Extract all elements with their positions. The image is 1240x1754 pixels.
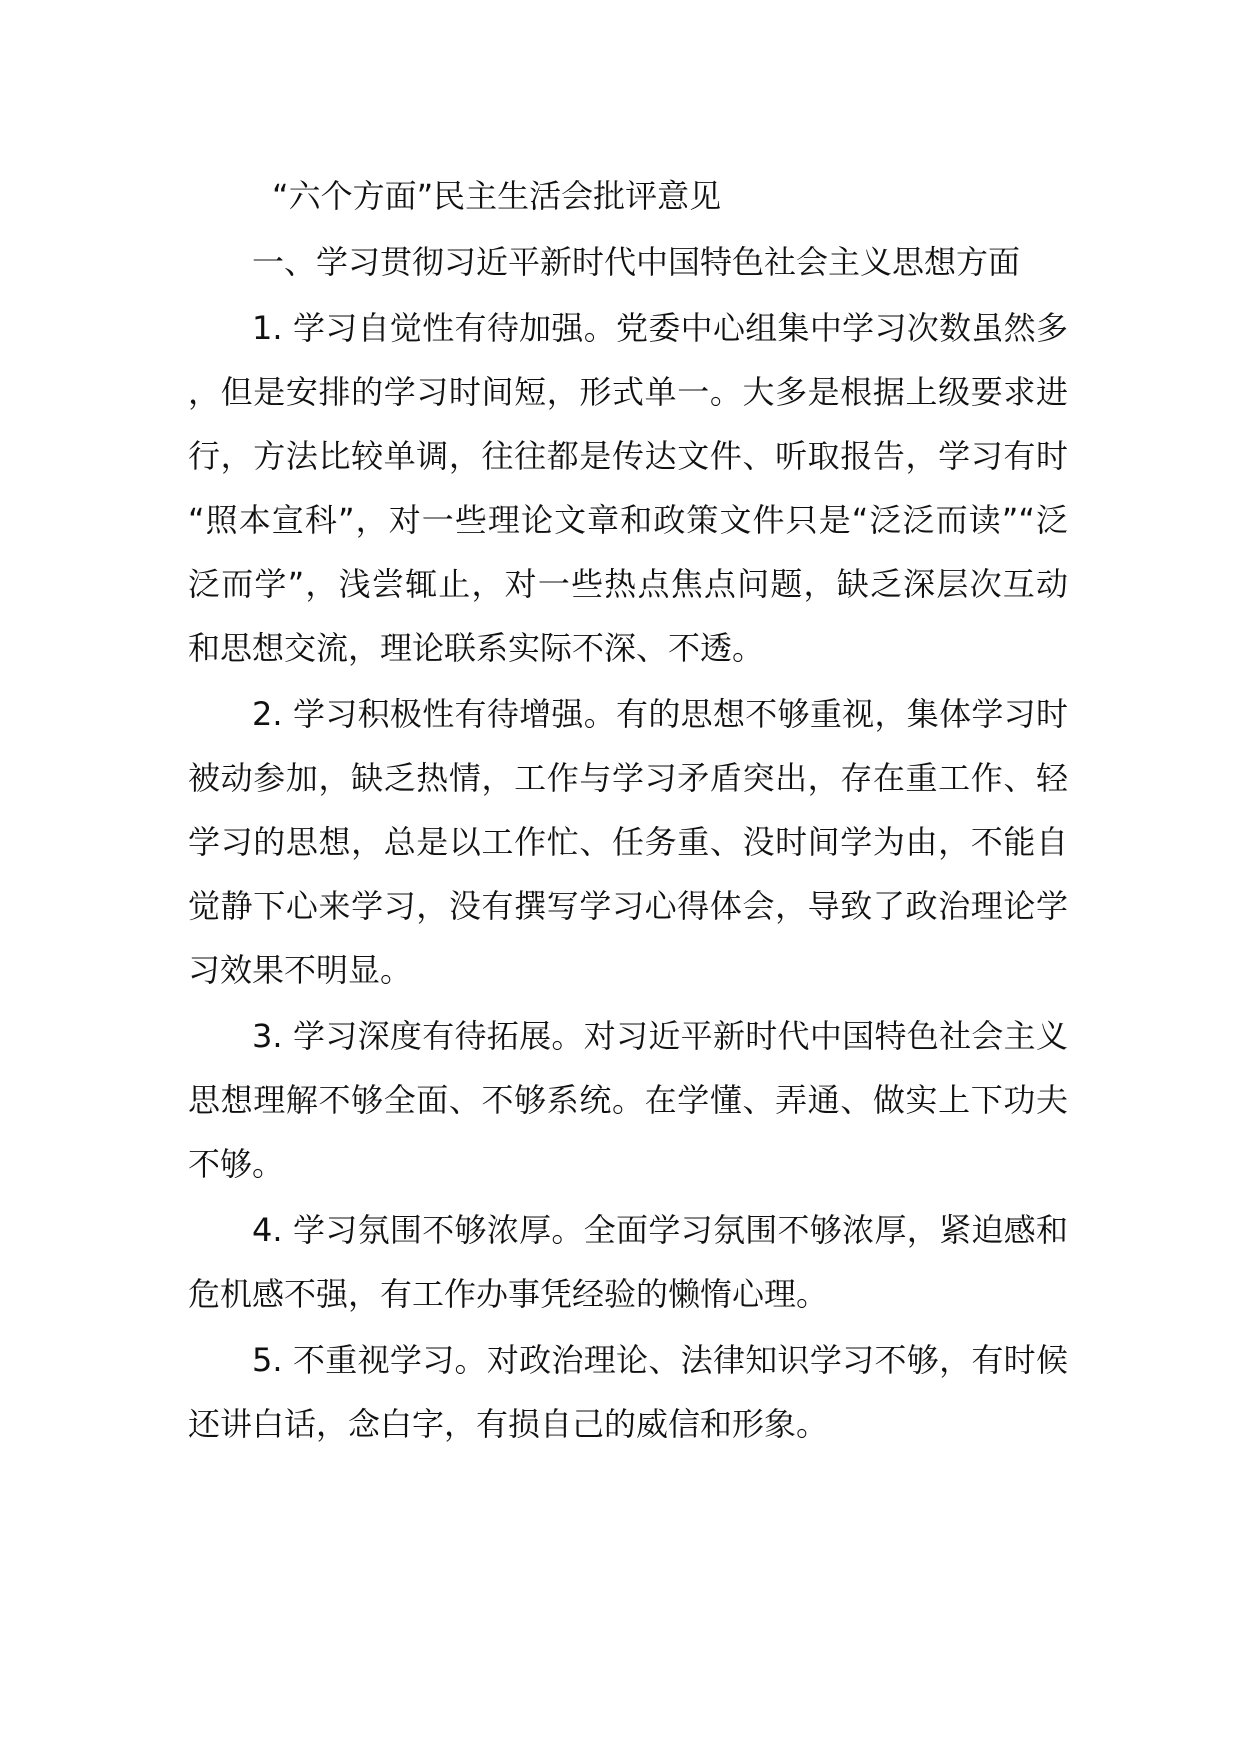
document-body [188,164,1068,1456]
section-heading: 一、学习贯彻习近平新时代中国特色社会主义思想方面 [252,243,1021,281]
document-title: “六个方面”民主生活会批评意见 [272,177,722,215]
paragraph-2: 2. 学习积极性有待增强。有的思想不够重视，集体学习时被动参加，缺乏热情，工作与学习矛盾突出，存在重工作、轻学习的思想，总是以工作忙、任务重、没时间学为由，不能自觉静下心来学习，没有撰写学习心得体会，导致了政治理论学习效果不明显。 [188,695,1068,989]
paragraph-3: 3. 学习深度有待拓展。对习近平新时代中国特色社会主义思想理解不够全面、不够系统。在学懂、弄通、做实上下功夫不够。 [188,1017,1068,1183]
paragraph-5: 5. 不重视学习。对政治理论、法律知识学习不够，有时候还讲白话，念白字，有损自己的威信和形象。 [188,1341,1068,1443]
paragraph-4: 4. 学习氛围不够浓厚。全面学习氛围不够浓厚，紧迫感和危机感不强，有工作办事凭经验的懒惰心理。 [188,1211,1068,1313]
paragraph-1: 1. 学习自觉性有待加强。党委中心组集中学习次数虽然多，但是安排的学习时间短，形式单一。大多是根据上级要求进行，方法比较单调，往往都是传达文件、听取报告，学习有时“照本宣科”，对一些理论文章和政策文件只是“泛泛而读”“泛泛而学”，浅尝辄止，对一些热点焦点问题，缺乏深层次互动和思想交流，理论联系实际不深、不透。 [188,309,1068,667]
